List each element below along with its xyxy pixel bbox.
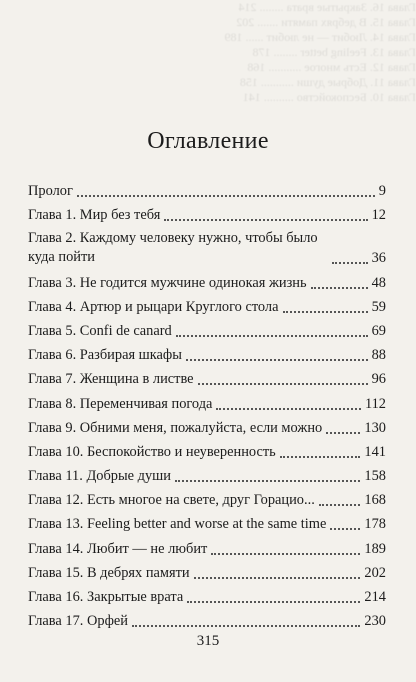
toc-entry[interactable] — [28, 485, 386, 509]
toc-entry-title: Глава 1. Мир без тебя — [28, 207, 161, 224]
toc-entry-title: Глава 2. Каждому человеку нужно, чтобы было куда пойти — [28, 230, 318, 266]
dot-leader — [311, 287, 368, 289]
toc-entry-page: 69 — [371, 322, 386, 339]
dot-leader — [176, 335, 368, 337]
toc-entry-page: 158 — [364, 468, 386, 485]
dot-leader — [198, 383, 368, 385]
toc-entry-page: 202 — [364, 564, 386, 581]
toc-entry[interactable] — [28, 292, 386, 316]
toc-entry-title: Глава 9. Обними меня, пожалуйста, если можно — [28, 419, 323, 436]
toc-entry-title: Глава 3. Не годится мужчине одинокая жизнь — [28, 274, 307, 291]
dot-leader — [330, 528, 360, 530]
page-number: 315 — [196, 633, 220, 649]
toc-entry[interactable] — [28, 176, 386, 200]
dot-leader — [77, 195, 375, 197]
toc-entry-page: 130 — [364, 419, 386, 436]
toc-entry[interactable] — [28, 224, 386, 267]
toc-entry-page: 230 — [364, 613, 386, 630]
toc-entry-page: 141 — [364, 443, 386, 460]
toc-entry[interactable] — [28, 364, 386, 388]
toc-entry-title: Глава 16. Закрытые врата — [28, 589, 184, 605]
toc-entry[interactable] — [28, 558, 386, 582]
toc-entry-page: 36 — [371, 250, 386, 267]
dot-leader — [332, 262, 368, 264]
toc-entry[interactable] — [28, 509, 386, 533]
toc-entry-page: 112 — [364, 395, 386, 412]
toc-entry-page: 168 — [364, 492, 386, 509]
dot-leader — [216, 408, 361, 410]
dot-leader — [187, 601, 360, 603]
dot-leader — [280, 456, 361, 458]
table-of-contents — [28, 176, 386, 630]
toc-entry-title: Глава 14. Любит — не любит — [28, 540, 208, 557]
bleed-through-text: Глава 16. Закрытые врата ........ 214 Глава 15. В дебрях памяти ....... 202 Глава 14. Любит — не любит ...... 189 Глава 13. Feeling better ........ 178 Глава 12. Есть многое ........... 168 Глава 11. Добрые души ........... 158 Глава 10. Беспокойство .......... 141 — [224, 0, 416, 104]
dot-leader — [211, 553, 360, 555]
dot-leader — [194, 577, 361, 579]
toc-entry[interactable] — [28, 437, 386, 461]
toc-entry-title: Глава 6. Разбирая шкафы — [28, 347, 182, 364]
toc-entry-page: 48 — [371, 274, 386, 291]
dot-leader — [283, 311, 368, 313]
toc-entry[interactable] — [28, 340, 386, 364]
toc-entry-title: Глава 12. Есть многое на свете, друг Горацио... — [28, 492, 315, 509]
toc-entry-title: Глава 17. Орфей — [28, 613, 128, 630]
toc-entry-page: 189 — [364, 540, 386, 557]
toc-entry-title: Глава 10. Беспокойство и неуверенность — [28, 443, 276, 460]
toc-entry-page: 96 — [371, 371, 386, 388]
toc-entry-page: 9 — [378, 183, 386, 200]
dot-leader — [175, 480, 360, 482]
toc-entry[interactable] — [28, 606, 386, 630]
toc-entry[interactable] — [28, 200, 386, 224]
page-title: Оглавление — [147, 128, 269, 154]
toc-entry-title: Глава 13. Feeling better and worse at the same time — [28, 516, 327, 533]
toc-entry[interactable] — [28, 316, 386, 340]
dot-leader — [164, 219, 367, 221]
toc-entry-title: Глава 15. В дебрях памяти — [28, 564, 190, 581]
toc-entry[interactable] — [28, 388, 386, 412]
toc-entry[interactable] — [28, 582, 386, 606]
toc-entry-title: Глава 8. Переменчивая погода — [28, 395, 213, 412]
dot-leader — [132, 625, 360, 627]
toc-entry-page: 214 — [364, 589, 386, 605]
toc-entry[interactable] — [28, 267, 386, 291]
toc-entry-title: Пролог — [28, 183, 73, 200]
toc-entry-page: 178 — [364, 516, 386, 533]
dot-leader — [326, 432, 360, 434]
toc-entry-page: 59 — [371, 298, 386, 315]
toc-entry-page: 12 — [371, 207, 386, 224]
dot-leader — [186, 359, 368, 361]
toc-entry-page: 88 — [371, 347, 386, 364]
toc-entry[interactable] — [28, 413, 386, 437]
toc-entry[interactable] — [28, 533, 386, 557]
toc-entry-title: Глава 11. Добрые души — [28, 468, 171, 485]
toc-entry-title: Глава 4. Артюр и рыцари Круглого стола — [28, 298, 279, 315]
dot-leader — [319, 504, 361, 506]
toc-entry-title: Глава 5. Confi de canard — [28, 322, 172, 339]
toc-entry-title: Глава 7. Женщина в листве — [28, 371, 194, 388]
toc-entry[interactable] — [28, 461, 386, 485]
